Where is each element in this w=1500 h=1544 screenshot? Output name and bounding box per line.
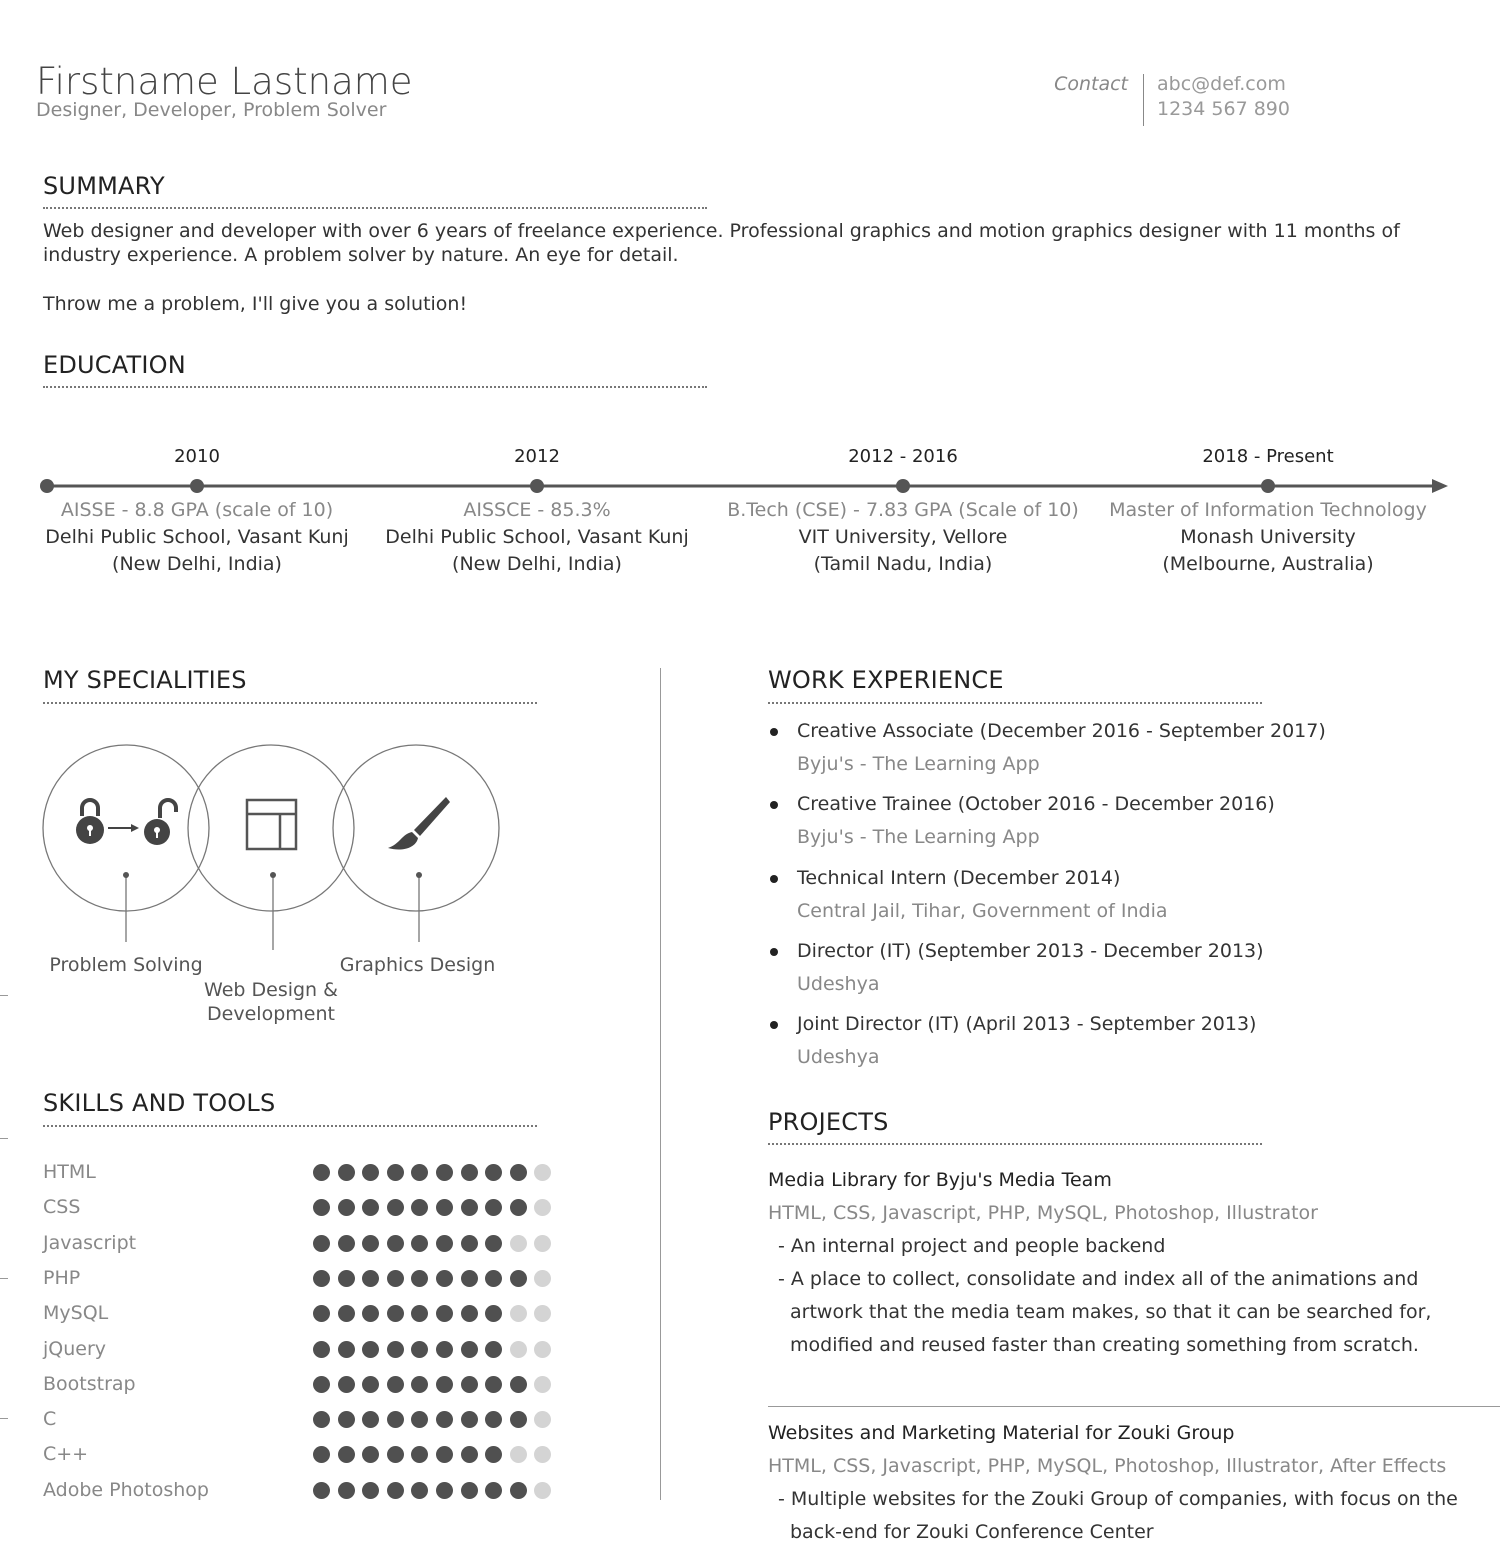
skills-heading: SKILLS AND TOOLS	[43, 1089, 276, 1117]
job-organization: Udeshya	[797, 1046, 880, 1069]
specialities-heading: MY SPECIALITIES	[43, 666, 247, 694]
tagline: Designer, Developer, Problem Solver	[36, 99, 387, 121]
skill-level-dot	[510, 1446, 527, 1463]
work-rule	[768, 702, 1262, 704]
skill-name: CSS	[43, 1196, 81, 1219]
margin-tick	[0, 1278, 8, 1279]
skill-level-dot	[362, 1376, 379, 1393]
skill-level-dot	[338, 1305, 355, 1322]
projects-heading: PROJECTS	[768, 1108, 889, 1136]
skill-level-dot	[436, 1341, 453, 1358]
bullet-icon	[770, 1021, 778, 1029]
lock-to-unlock-icon	[76, 800, 176, 845]
skill-name: MySQL	[43, 1302, 109, 1325]
work-heading: WORK EXPERIENCE	[768, 666, 1004, 694]
skill-level-dot	[387, 1376, 404, 1393]
skill-name: Bootstrap	[43, 1372, 136, 1395]
skill-level-dot	[436, 1376, 453, 1393]
skill-level-dot	[485, 1235, 502, 1252]
education-degree: Master of Information Technology	[1109, 499, 1427, 521]
contact-divider	[1143, 74, 1144, 126]
skill-level-dot	[436, 1199, 453, 1216]
skill-level-dot	[338, 1235, 355, 1252]
skill-level-dot	[510, 1482, 527, 1499]
skill-level-dot	[436, 1235, 453, 1252]
skill-level-dot	[313, 1235, 330, 1252]
skill-level-dot	[338, 1482, 355, 1499]
education-degree: AISSCE - 85.3%	[463, 499, 611, 521]
skill-level-dot	[362, 1164, 379, 1181]
skill-level-dot	[485, 1376, 502, 1393]
education-entry	[357, 497, 717, 578]
skill-level-dot	[411, 1341, 428, 1358]
job-organization: Byju's - The Learning App	[797, 826, 1040, 849]
skill-level-dot	[461, 1164, 478, 1181]
skill-level-dot	[362, 1341, 379, 1358]
skill-level-dot	[313, 1446, 330, 1463]
skill-level-dot	[338, 1341, 355, 1358]
project-point: artwork that the media team makes, so that it can be searched for,	[790, 1301, 1432, 1323]
skill-level-dot	[436, 1482, 453, 1499]
skill-level-dot	[485, 1341, 502, 1358]
skill-level-dot	[534, 1199, 551, 1216]
skill-level-dot	[338, 1411, 355, 1428]
column-divider	[660, 668, 661, 1500]
skill-level-dot	[411, 1305, 428, 1322]
skill-level-dot	[313, 1164, 330, 1181]
skill-level-dot	[362, 1235, 379, 1252]
skill-level-dot	[534, 1305, 551, 1322]
skill-level-dot	[510, 1199, 527, 1216]
skill-level-dot	[436, 1446, 453, 1463]
skill-level-dot	[338, 1446, 355, 1463]
skill-level-dot	[485, 1482, 502, 1499]
education-location: (Tamil Nadu, India)	[813, 553, 993, 575]
timeline-arrow-icon	[1432, 479, 1448, 493]
job-title: Creative Trainee (October 2016 - December 2016)	[797, 793, 1275, 816]
skill-level-dot	[534, 1341, 551, 1358]
skill-level-dot	[461, 1199, 478, 1216]
summary-text: Web designer and developer with over 6 years of freelance experience. Professional graphics and motion graphics designer with 11 months of industry experience. A problem solver by nature. An eye for detail.	[43, 220, 1400, 266]
skill-name: Adobe Photoshop	[43, 1478, 209, 1501]
skill-level-dot	[387, 1199, 404, 1216]
skill-level-dot	[485, 1411, 502, 1428]
summary-tagline: Throw me a problem, I'll give you a solution!	[43, 293, 468, 315]
skill-level-dot	[411, 1446, 428, 1463]
job-title: Creative Associate (December 2016 - September 2017)	[797, 720, 1326, 742]
skill-level-dot	[338, 1270, 355, 1287]
job-title: Joint Director (IT) (April 2013 - September 2013)	[797, 1013, 1257, 1036]
skill-level-dot	[534, 1164, 551, 1181]
education-degree: AISSE - 8.8 GPA (scale of 10)	[60, 499, 334, 521]
skill-level-dot	[510, 1164, 527, 1181]
skill-level-dot	[485, 1305, 502, 1322]
skill-level-dot	[362, 1482, 379, 1499]
skill-level-dot	[411, 1199, 428, 1216]
skill-level-dot	[338, 1199, 355, 1216]
skill-level-dot	[436, 1411, 453, 1428]
project-name: Websites and Marketing Material for Zouki Group	[768, 1422, 1235, 1444]
education-school: Delhi Public School, Vasant Kunj	[45, 526, 349, 548]
summary-rule	[43, 207, 707, 209]
project-name: Media Library for Byju's Media Team	[768, 1169, 1112, 1191]
skill-level-dot	[534, 1482, 551, 1499]
skill-level-dot	[461, 1341, 478, 1358]
education-location: (Melbourne, Australia)	[1162, 553, 1374, 575]
candidate-name: Firstname Lastname	[36, 60, 413, 103]
project-point: - Multiple websites for the Zouki Group of companies, with focus on the	[778, 1488, 1458, 1510]
job-organization: Central Jail, Tihar, Government of India	[797, 899, 1168, 922]
skill-level-dot	[411, 1164, 428, 1181]
summary-heading: SUMMARY	[43, 172, 165, 200]
skill-level-dot	[534, 1411, 551, 1428]
skill-level-dot	[534, 1235, 551, 1252]
project-divider	[768, 1406, 1500, 1407]
job-title: Technical Intern (December 2014)	[797, 866, 1121, 889]
project-tech: HTML, CSS, Javascript, PHP, MySQL, Photoshop, Illustrator	[768, 1202, 1318, 1224]
skills-rule	[43, 1125, 537, 1127]
skill-level-dot	[338, 1164, 355, 1181]
contact-email[interactable]: abc@def.com	[1157, 73, 1286, 95]
bullet-icon	[770, 948, 778, 956]
contact-phone: 1234 567 890	[1157, 98, 1290, 120]
skill-level-dot	[338, 1376, 355, 1393]
job-title: Director (IT) (September 2013 - December 2013)	[797, 939, 1264, 962]
projects-rule	[768, 1143, 1262, 1145]
skill-level-dot	[411, 1235, 428, 1252]
job-organization: Udeshya	[797, 972, 880, 995]
education-entry	[17, 497, 377, 578]
skill-name: C++	[43, 1443, 89, 1466]
education-entry	[723, 497, 1083, 578]
skill-level-dot	[387, 1235, 404, 1252]
skill-level-dot	[436, 1270, 453, 1287]
layout-icon	[247, 800, 296, 849]
bullet-icon	[770, 801, 778, 809]
skill-name: jQuery	[43, 1337, 107, 1360]
specialities-venn	[0, 730, 540, 950]
skill-name: PHP	[43, 1266, 81, 1289]
skill-level-dot	[313, 1270, 330, 1287]
skill-level-dot	[387, 1341, 404, 1358]
project-point: - An internal project and people backend	[778, 1235, 1166, 1257]
project-point: - A place to collect, consolidate and index all of the animations and	[778, 1268, 1419, 1290]
skill-level-dot	[313, 1376, 330, 1393]
skill-level-dot	[387, 1411, 404, 1428]
skill-level-dot	[313, 1411, 330, 1428]
margin-tick	[0, 1418, 8, 1419]
skill-level-dot	[534, 1270, 551, 1287]
skill-level-dot	[387, 1164, 404, 1181]
project-point: modified and reused faster than creating something from scratch.	[790, 1334, 1419, 1356]
education-year: 2010	[174, 446, 220, 467]
contact-label: Contact	[1054, 73, 1128, 95]
skill-level-dot	[436, 1305, 453, 1322]
skill-level-dot	[461, 1235, 478, 1252]
skill-level-dot	[461, 1270, 478, 1287]
education-heading: EDUCATION	[43, 351, 186, 379]
skill-level-dot	[485, 1446, 502, 1463]
margin-tick	[0, 995, 8, 996]
specialities-rule	[43, 702, 537, 704]
skill-level-dot	[461, 1305, 478, 1322]
education-school: Delhi Public School, Vasant Kunj	[385, 526, 689, 548]
bullet-icon	[770, 875, 778, 883]
education-year: 2012	[514, 446, 560, 467]
skill-level-dot	[387, 1270, 404, 1287]
skill-level-dot	[387, 1446, 404, 1463]
skill-level-dot	[436, 1164, 453, 1181]
skill-level-dot	[313, 1341, 330, 1358]
skill-level-dot	[510, 1235, 527, 1252]
skill-level-dot	[461, 1411, 478, 1428]
skill-level-dot	[362, 1446, 379, 1463]
skill-level-dot	[461, 1446, 478, 1463]
skill-level-dot	[510, 1305, 527, 1322]
skill-level-dot	[485, 1270, 502, 1287]
education-school: Monash University	[1180, 526, 1356, 548]
skill-level-dot	[313, 1199, 330, 1216]
skill-level-dot	[362, 1270, 379, 1287]
skill-level-dot	[313, 1482, 330, 1499]
education-year: 2018 - Present	[1202, 446, 1334, 467]
education-degree: B.Tech (CSE) - 7.83 GPA (Scale of 10)	[727, 499, 1079, 521]
job-organization: Byju's - The Learning App	[797, 753, 1040, 775]
skill-level-dot	[510, 1411, 527, 1428]
paintbrush-icon	[388, 797, 450, 850]
education-school: VIT University, Vellore	[798, 526, 1008, 548]
skill-level-dot	[387, 1305, 404, 1322]
skill-level-dot	[411, 1376, 428, 1393]
education-rule	[43, 386, 707, 388]
skill-level-dot	[534, 1446, 551, 1463]
skill-level-dot	[510, 1376, 527, 1393]
skill-level-dot	[485, 1199, 502, 1216]
skill-level-dot	[485, 1164, 502, 1181]
speciality-graphics-design: Graphics Design	[339, 954, 496, 976]
skill-level-dot	[534, 1376, 551, 1393]
speciality-problem-solving: Problem Solving	[49, 954, 203, 976]
bullet-icon	[770, 728, 778, 736]
project-point: back-end for Zouki Conference Center	[790, 1521, 1154, 1543]
skill-name: HTML	[43, 1161, 96, 1183]
skill-level-dot	[362, 1411, 379, 1428]
skill-level-dot	[362, 1199, 379, 1216]
skill-level-dot	[411, 1270, 428, 1287]
skill-level-dot	[411, 1482, 428, 1499]
education-location: (New Delhi, India)	[112, 553, 282, 575]
skill-level-dot	[510, 1341, 527, 1358]
skill-level-dot	[461, 1482, 478, 1499]
skill-level-dot	[411, 1411, 428, 1428]
education-year: 2012 - 2016	[848, 446, 958, 467]
skill-level-dot	[510, 1270, 527, 1287]
skill-level-dot	[461, 1376, 478, 1393]
education-location: (New Delhi, India)	[452, 553, 622, 575]
margin-tick	[0, 1138, 8, 1139]
speciality-web-design: Web Design & Development	[204, 979, 338, 1025]
skill-level-dot	[313, 1305, 330, 1322]
skill-name: C	[43, 1408, 57, 1431]
skill-level-dot	[362, 1305, 379, 1322]
skill-level-dot	[387, 1482, 404, 1499]
project-tech: HTML, CSS, Javascript, PHP, MySQL, Photoshop, Illustrator, After Effects	[768, 1455, 1447, 1477]
education-entry	[1088, 497, 1448, 578]
skill-name: Javascript	[43, 1231, 137, 1254]
